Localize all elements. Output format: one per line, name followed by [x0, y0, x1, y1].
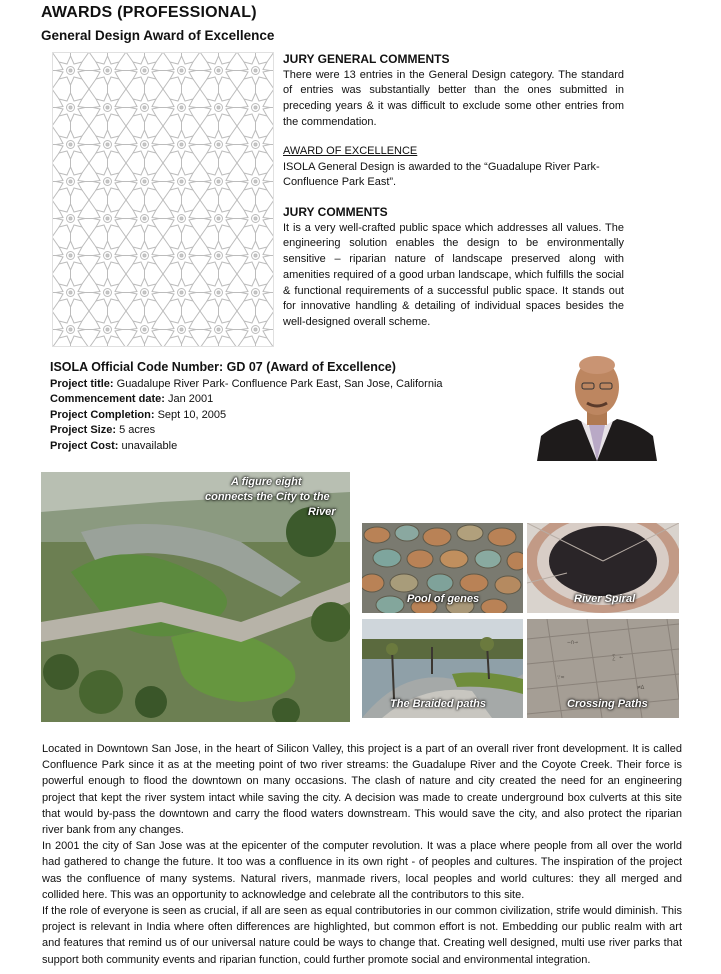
jury-comments-heading: JURY COMMENTS [283, 205, 388, 219]
geometric-pattern-image [52, 52, 274, 347]
body-paragraph-3: If the role of everyone is seen as crucial, if all are seen as equal contributories in our common civilization, strife would diminish. This project is relevant in India where often differences are highlighted, but common effort is not. Embedding our public realm with art and features that remind us of our universal nature could be ways to change that. Creating well designed, multi use river parks that support both community events and riparian function, could further promote social and environmental integration. [42, 905, 682, 966]
page-title: AWARDS (PROFESSIONAL) [41, 4, 257, 21]
jury-general-section [283, 52, 624, 131]
project-commencement-row: Commencement date: Jan 2001 [50, 393, 214, 406]
svg-text:≠∆: ≠∆ [637, 684, 645, 691]
svg-text:−∩→: −∩→ [567, 639, 578, 646]
body-paragraph-1: Located in Downtown San Jose, in the heart of Silicon Valley, this project is a part of an overall river front development. It is called Confluence Park since it as at the meeting point of two river streams: the Guadalupe River and the Coyote Creek. Their force is powerful enough to flood the downtown on many occasions. The clash of nature and city created the need for an engineering project that kept the river system intact while saving the city. A decision was made to create underground box culverts at this site that would by-pass the downtown and carry the flood waters downstream. This would save the city, and also protect the riparian river bank from any changes. [42, 743, 682, 837]
river-spiral-photo [527, 523, 679, 613]
crossing-caption: Crossing Paths [567, 698, 648, 710]
jury-comments-text: It is a very well-crafted public space which addresses all values. The engineering solution enables the design to be environmentally sensitive – riparian nature of landscape preserved along with amenities required of a good urban landscape, which fulfills the social & functional requirements of a successful public space. It stands out for innovative handling & detailing of individual spaces besides the well-designed overall scheme. [283, 221, 624, 328]
svg-text:∑ ←: ∑ ← [612, 654, 623, 661]
project-completion-row: Project Completion: Sept 10, 2005 [50, 408, 227, 421]
award-heading: AWARD OF EXCELLENCE [283, 145, 418, 157]
aerial-caption-line2: connects the City to the [205, 491, 330, 503]
spiral-caption: River Spiral [574, 593, 636, 605]
jury-general-heading: JURY GENERAL COMMENTS [283, 52, 450, 66]
body-paragraph-2: In 2001 the city of San Jose was at the epicenter of the computer revolution. It was a place where people from all over the world had gathered to change the future. It too was a confluence in its own right - of peoples and cultures. The inspiration of the project was the confluence of many systems. Natural rivers, manmade rivers, local peoples and world cultures: they all merged and collided here. This was an opportunity to acknowledge and celebrate all the contributors to this site. [42, 840, 682, 901]
project-code: ISOLA Official Code Number: GD 07 (Award of Excellence) [50, 360, 396, 374]
pool-of-genes-photo [362, 523, 523, 613]
project-size-row: Project Size: 5 acres [50, 424, 156, 437]
jury-general-text: There were 13 entries in the General Design category. The standard of entries was substantially better than the ones submitted in preceding years & it was difficult to exclude some other entries from the commendation. [283, 68, 624, 128]
project-cost-row: Project Cost: unavailable [50, 439, 178, 452]
svg-text:∵≈: ∵≈ [557, 674, 565, 681]
body-text [42, 741, 682, 968]
project-title-row: Project title: Guadalupe River Park- Confluence Park East, San Jose, California [50, 377, 443, 390]
jury-comments-section [283, 205, 624, 331]
award-text: ISOLA General Design is awarded to the “Guadalupe River Park- Confluence Park East”. [283, 160, 600, 189]
aerial-park-photo [41, 472, 350, 722]
braided-caption: The Braided paths [390, 698, 486, 710]
page-subtitle: General Design Award of Excellence [41, 28, 275, 43]
braided-paths-photo [362, 619, 523, 718]
project-details [50, 360, 490, 455]
pool-caption: Pool of genes [407, 593, 480, 605]
aerial-caption-line3: River [308, 506, 336, 518]
portrait-photo [537, 351, 657, 461]
aerial-caption-line1: A figure eight [231, 476, 302, 488]
crossing-paths-photo [527, 619, 679, 718]
award-section [283, 144, 624, 191]
